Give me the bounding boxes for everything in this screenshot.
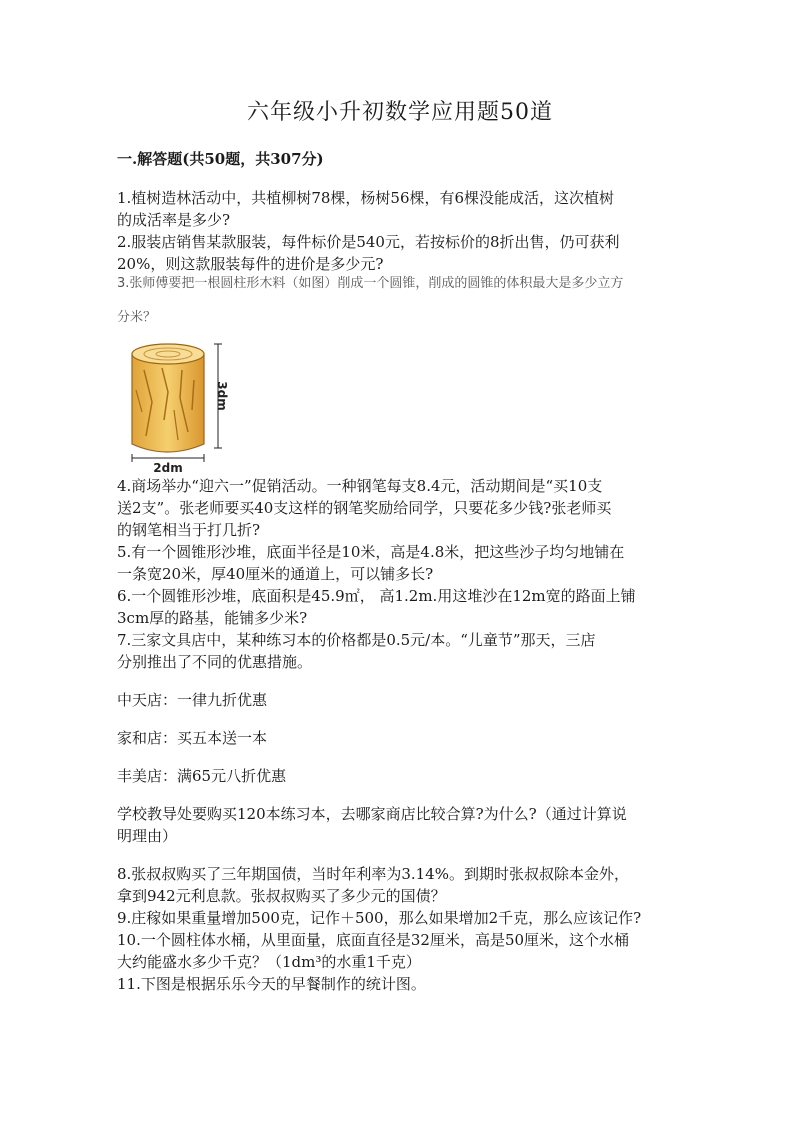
question-6-line-2: 3cm厚的路基，能铺多少米? — [117, 609, 308, 627]
question-5-line-2: 一条宽20米，厚40厘米的通道上，可以铺多长? — [117, 565, 434, 583]
store-offer-fengmei: 丰美店：满65元八折优惠 — [117, 767, 287, 785]
question-3-line-1: 3.张师傅要把一根圆柱形木料（如图）削成一个圆锥，削成的圆锥的体积最大是多少立方 — [117, 276, 624, 291]
question-1-line-1: 1.植树造林活动中，共植柳树78棵，杨树56棵，有6棵没能成活，这次植树 — [117, 189, 615, 207]
question-7-ask-line-2: 明理由） — [117, 827, 178, 845]
cylinder-wood-figure — [122, 340, 230, 475]
question-3-line-2: 分米？ — [117, 310, 157, 325]
question-4-line-2: 送2支”。张老师要买40支这样的钢笔奖励给同学，只要花多少钱?张老师买 — [117, 499, 612, 517]
question-8-line-1: 8.张叔叔购买了三年期国债，当时年利率为3.14%。到期时张叔叔除本金外， — [117, 865, 629, 883]
question-1-line-2: 的成活率是多少? — [117, 211, 231, 229]
question-10-line-2: 大约能盛水多少千克？（1dm³的水重1千克） — [117, 953, 421, 971]
question-8-line-2: 拿到942元利息款。张叔叔购买了多少元的国债？ — [117, 887, 446, 905]
question-11-line-1: 11.下图是根据乐乐今天的早餐制作的统计图。 — [117, 975, 426, 993]
section-heading: 一.解答题(共50题，共307分) — [117, 150, 324, 168]
question-7-line-2: 分别推出了不同的优惠措施。 — [117, 653, 313, 671]
question-9-line-1: 9.庄稼如果重量增加500克，记作＋500，那么如果增加2千克，那么应该记作? — [117, 909, 642, 927]
store-offer-zhongtian: 中天店：一律九折优惠 — [117, 691, 268, 709]
height-dimension-label: 3dm — [215, 381, 229, 411]
question-4-line-3: 的钢笔相当于打几折? — [117, 521, 261, 539]
question-4-line-1: 4.商场举办“迎六一”促销活动。一种钢笔每支8.4元，活动期间是“买10支 — [117, 477, 603, 495]
page-title: 六年级小升初数学应用题50道 — [247, 100, 553, 125]
question-2-line-2: 20%，则这款服装每件的进价是多少元? — [117, 255, 384, 273]
question-7-ask-line-1: 学校教导处要购买120本练习本，去哪家商店比较合算?为什么?（通过计算说 — [117, 805, 627, 823]
width-dimension-label: 2dm — [153, 461, 183, 475]
question-2-line-1: 2.服装店销售某款服装，每件标价是540元，若按标价的8折出售，仍可获利 — [117, 233, 620, 251]
question-7-line-1: 7.三家文具店中，某种练习本的价格都是0.5元/本。“儿童节”那天，三店 — [117, 631, 596, 649]
question-5-line-1: 5.有一个圆锥形沙堆，底面半径是10米，高是4.8米，把这些沙子均匀地铺在 — [117, 543, 625, 561]
question-10-line-1: 10.一个圆柱体水桶，从里面量，底面直径是32厘米，高是50厘米，这个水桶 — [117, 931, 630, 949]
question-6-line-1: 6.一个圆锥形沙堆，底面积是45.9㎡， 高1.2m.用这堆沙在12m宽的路面上铺 — [117, 587, 636, 605]
store-offer-jiahe: 家和店：买五本送一本 — [117, 729, 268, 747]
